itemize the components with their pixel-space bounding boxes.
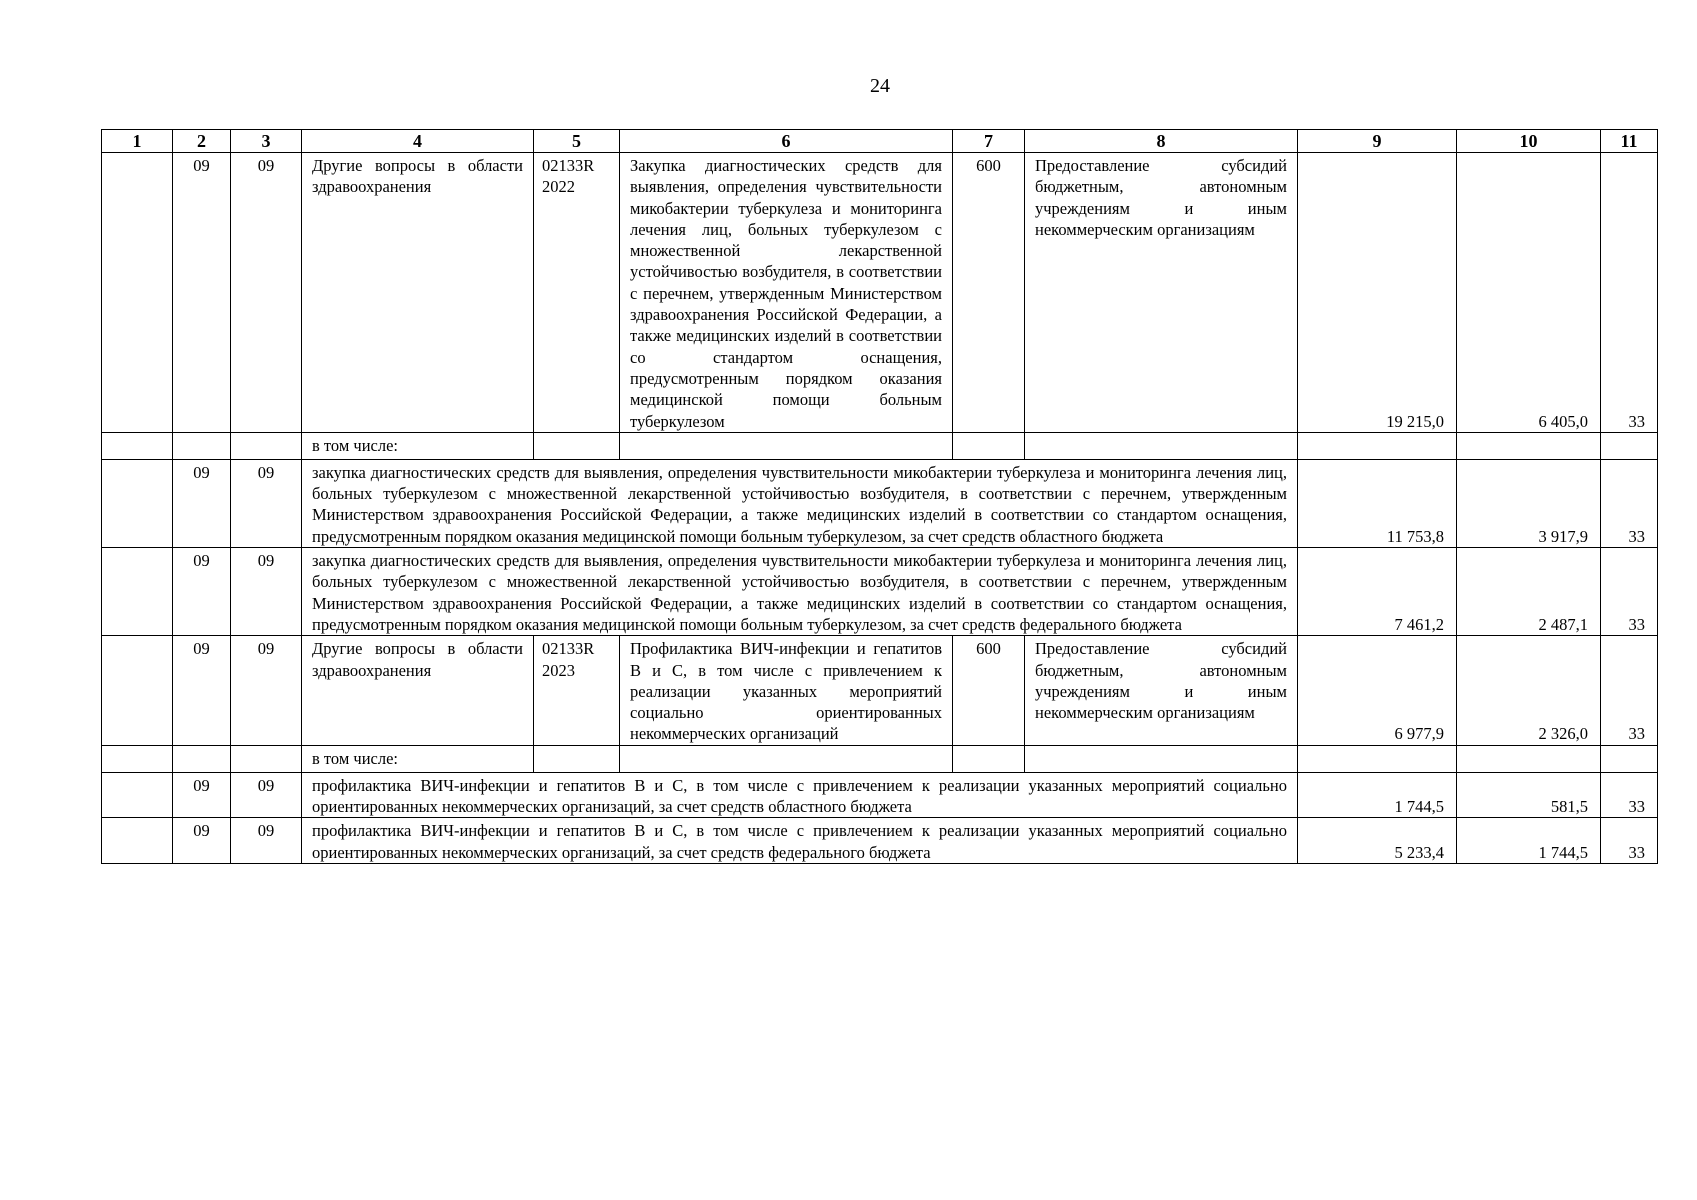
col-header-9: 9 [1298,130,1457,153]
cell-empty [1601,432,1658,459]
cell-section: 09 [173,153,231,433]
cell-amount-9: 1 744,5 [1298,772,1457,818]
cell-wide-description: закупка диагностических средств для выявления, определения чувствительности микобактерии туберкулеза и мониторинга лечения лиц, больных туберкулезом с множественной лекарственной устойчивостью возбудителя, в соответствии с перечнем, утвержденным Министерством здравоохранения Российской Федерации, а также медицинских изделий в соответствии со стандартом оснащения, предусмотренным порядком оказания медицинской помощи больным туберкулезом, за счет средств областного бюджета [302,459,1298,547]
cell-target-article: 02133R 2023 [534,636,620,745]
cell-subsection: 09 [231,459,302,547]
cell-empty [102,745,173,772]
cell-col11: 33 [1601,459,1658,547]
cell-amount-10: 2 326,0 [1457,636,1601,745]
cell-subsection: 09 [231,636,302,745]
budget-table [101,129,1658,864]
cell-empty [231,745,302,772]
cell-subsection: 09 [231,153,302,433]
cell-amount-9: 19 215,0 [1298,153,1457,433]
cell-empty [534,432,620,459]
cell-wide-description: профилактика ВИЧ-инфекции и гепатитов B и C, в том числе с привлечением к реализации указанных мероприятий социально ориентированных некоммерческих организаций, за счет средств федерального бюджета [302,818,1298,864]
cell-empty [1298,745,1457,772]
cell-wide-description: закупка диагностических средств для выявления, определения чувствительности микобактерии туберкулеза и мониторинга лечения лиц, больных туберкулезом с множественной лекарственной устойчивостью возбудителя, в соответствии с перечнем, утвержденным Министерством здравоохранения Российской Федерации, а также медицинских изделий в соответствии со стандартом оснащения, предусмотренным порядком оказания медицинской помощи больным туберкулезом, за счет средств федерального бюджета [302,548,1298,636]
cell-amount-10: 1 744,5 [1457,818,1601,864]
cell-section: 09 [173,818,231,864]
table-row [102,772,1658,818]
cell-section: 09 [173,636,231,745]
cell-subsection: 09 [231,772,302,818]
col-header-1: 1 [102,130,173,153]
cell-expense-name: Предоставление субсидий бюджетным, автономным учреждениям и иным некоммерческим организациям [1025,153,1298,433]
cell-empty [173,432,231,459]
cell-amount-9: 7 461,2 [1298,548,1457,636]
cell-empty [1025,432,1298,459]
cell-col11: 33 [1601,153,1658,433]
cell-empty [1298,432,1457,459]
cell-empty [231,432,302,459]
col-header-5: 5 [534,130,620,153]
cell-empty [1601,745,1658,772]
cell-description: Закупка диагностических средств для выявления, определения чувствительности микобактерии туберкулеза и мониторинга лечения лиц, больных туберкулезом с множественной лекарственной устойчивостью возбудителя, в соответствии с перечнем, утвержденным Министерством здравоохранения Российской Федерации, а также медицинских изделий в соответствии со стандартом оснащения, предусмотренным порядком оказания медицинской помощи больным туберкулезом [620,153,953,433]
col-header-11: 11 [1601,130,1658,153]
cell-empty [1457,745,1601,772]
cell-col1 [102,818,173,864]
cell-target-article: 02133R 2022 [534,153,620,433]
cell-amount-10: 3 917,9 [1457,459,1601,547]
page-number: 24 [870,75,890,97]
cell-name: Другие вопросы в области здравоохранения [302,153,534,433]
col-header-2: 2 [173,130,231,153]
col-header-8: 8 [1025,130,1298,153]
cell-amount-10: 581,5 [1457,772,1601,818]
header-row [102,130,1658,153]
cell-subsection: 09 [231,818,302,864]
cell-col1 [102,636,173,745]
table-row [102,153,1658,433]
cell-empty [953,432,1025,459]
col-header-3: 3 [231,130,302,153]
cell-empty [620,432,953,459]
table-row [102,745,1658,772]
cell-empty [534,745,620,772]
table-row [102,818,1658,864]
table-row [102,432,1658,459]
cell-including-label: в том числе: [302,745,534,772]
cell-col11: 33 [1601,636,1658,745]
cell-col1 [102,153,173,433]
table-row [102,636,1658,745]
cell-amount-9: 11 753,8 [1298,459,1457,547]
cell-col11: 33 [1601,548,1658,636]
cell-empty [1457,432,1601,459]
cell-description: Профилактика ВИЧ-инфекции и гепатитов B и C, в том числе с привлечением к реализации указанных мероприятий социально ориентированных некоммерческих организаций [620,636,953,745]
col-header-6: 6 [620,130,953,153]
cell-col1 [102,548,173,636]
table-row [102,548,1658,636]
cell-section: 09 [173,772,231,818]
cell-section: 09 [173,459,231,547]
cell-amount-9: 6 977,9 [1298,636,1457,745]
cell-including-label: в том числе: [302,432,534,459]
col-header-7: 7 [953,130,1025,153]
col-header-4: 4 [302,130,534,153]
cell-expense-type: 600 [953,636,1025,745]
cell-col1 [102,772,173,818]
cell-amount-10: 2 487,1 [1457,548,1601,636]
cell-section: 09 [173,548,231,636]
cell-subsection: 09 [231,548,302,636]
cell-name: Другие вопросы в области здравоохранения [302,636,534,745]
cell-amount-10: 6 405,0 [1457,153,1601,433]
cell-empty [102,432,173,459]
cell-empty [1025,745,1298,772]
cell-empty [173,745,231,772]
col-header-10: 10 [1457,130,1601,153]
cell-col11: 33 [1601,818,1658,864]
cell-col11: 33 [1601,772,1658,818]
cell-empty [953,745,1025,772]
cell-col1 [102,459,173,547]
cell-expense-type: 600 [953,153,1025,433]
cell-expense-name: Предоставление субсидий бюджетным, автономным учреждениям и иным некоммерческим организациям [1025,636,1298,745]
cell-empty [620,745,953,772]
cell-wide-description: профилактика ВИЧ-инфекции и гепатитов B и C, в том числе с привлечением к реализации указанных мероприятий социально ориентированных некоммерческих организаций, за счет средств областного бюджета [302,772,1298,818]
table-row [102,459,1658,547]
cell-amount-9: 5 233,4 [1298,818,1457,864]
